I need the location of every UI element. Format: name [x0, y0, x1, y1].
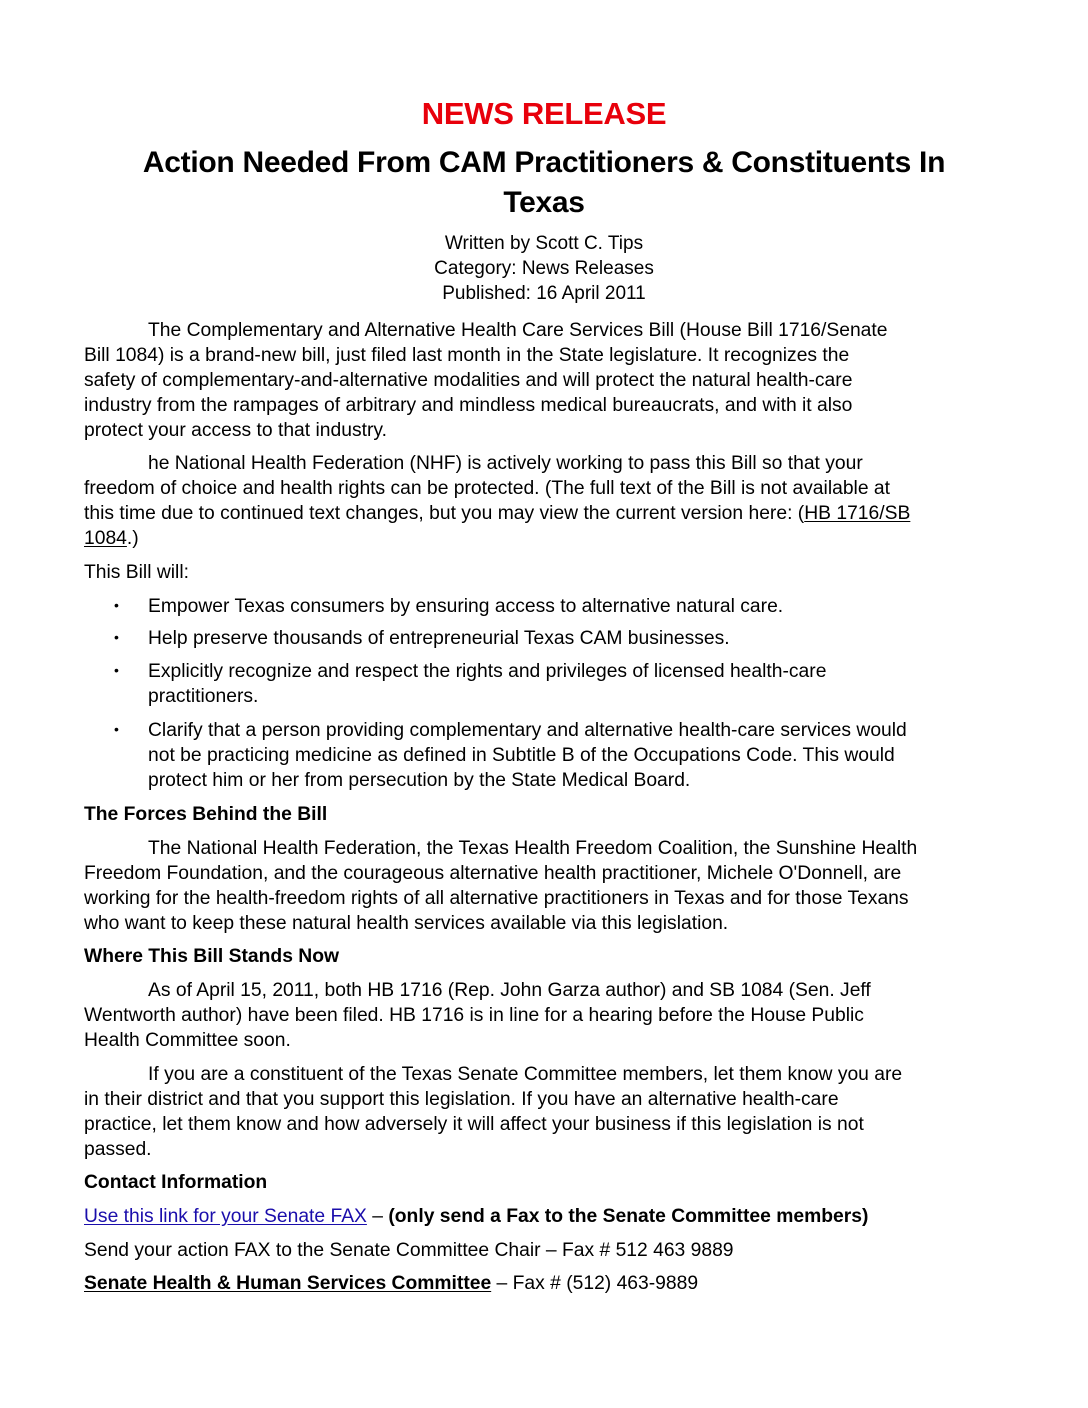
bullet-icon: • [114, 597, 119, 613]
stands-p2-line: If you are a constituent of the Texas Senate Committee members, let them know you are [148, 1064, 903, 1085]
page-title-line-2: Texas [503, 186, 585, 219]
fax-link-line [84, 1207, 868, 1226]
intro-p1-line: The Complementary and Alternative Health Care Services Bill (House Bill 1716/Senate [148, 320, 888, 341]
intro-p1-line: Bill 1084) is a brand-new bill, just filed last month in the State legislature. It recognizes the [84, 345, 850, 366]
stands-p2-line: practice, let them know and how adversely it will affect your business if this legislation is not [84, 1114, 864, 1135]
committee-fax-line [84, 1274, 698, 1293]
stands-p2-line: in their district and that you support this legislation. If you have an alternative health-care [84, 1089, 839, 1110]
intro-p2-line: freedom of choice and health rights can be protected. (The full text of the Bill is not available at [84, 478, 890, 499]
committee-fax-number: – Fax # (512) 463-9889 [491, 1273, 699, 1294]
page-title-line-1: Action Needed From CAM Practitioners & Constituents In [142, 146, 946, 179]
bullet-item-cont: protect him or her from persecution by the State Medical Board. [148, 770, 691, 791]
bullet-icon: • [114, 629, 119, 645]
category-line: Category: News Releases [434, 258, 654, 279]
bullet-item: Empower Texas consumers by ensuring access to alternative natural care. [148, 596, 784, 617]
news-release-label: NEWS RELEASE [421, 96, 667, 131]
bullet-item: Clarify that a person providing complementary and alternative health-care services would [148, 720, 907, 741]
stands-p1-line: Wentworth author) have been filed. HB 1716 is in line for a hearing before the House Public [84, 1005, 864, 1026]
forces-line: The National Health Federation, the Texas Health Freedom Coalition, the Sunshine Health [148, 838, 918, 859]
bullet-item: Explicitly recognize and respect the rights and privileges of licensed health-care [148, 661, 827, 682]
section-heading-forces: The Forces Behind the Bill [84, 804, 328, 825]
bullet-item: Help preserve thousands of entrepreneurial Texas CAM businesses. [148, 628, 730, 649]
forces-line: who want to keep these natural health services available via this legislation. [84, 913, 729, 934]
chair-fax-line: Send your action FAX to the Senate Committee Chair – Fax # 512 463 9889 [84, 1240, 734, 1261]
section-heading-contact: Contact Information [84, 1172, 268, 1193]
intro-p1-line: protect your access to that industry. [84, 420, 387, 441]
intro-p2-tail: .) [126, 528, 139, 549]
bullet-icon: • [114, 721, 119, 737]
intro-p1-line: safety of complementary-and-alternative modalities and will protect the natural health-care [84, 370, 853, 391]
intro-p1-line: industry from the rampages of arbitrary and mindless medical bureaucrats, and with it also [84, 395, 853, 416]
published-date: Published: 16 April 2011 [442, 283, 646, 304]
fax-note: (only send a Fax to the Senate Committee members) [388, 1206, 869, 1227]
intro-p2-line [84, 529, 139, 548]
bullet-item-cont: practitioners. [148, 686, 259, 707]
bullet-icon: • [114, 662, 119, 678]
intro-p2-line: he National Health Federation (NHF) is actively working to pass this Bill so that your [148, 453, 863, 474]
intro-p2-line [84, 504, 910, 523]
section-heading-stands: Where This Bill Stands Now [84, 946, 339, 967]
committee-name-link[interactable]: Senate Health & Human Services Committee [84, 1273, 492, 1294]
senate-fax-link[interactable]: Use this link for your Senate FAX [84, 1206, 367, 1227]
bill-will-lead: This Bill will: [84, 562, 189, 583]
bill-text-link[interactable]: HB 1716/SB [804, 503, 911, 524]
bill-text-link-cont[interactable]: 1084 [84, 528, 127, 549]
intro-p2-text: this time due to continued text changes, but you may view the current version here: ( [84, 503, 805, 524]
stands-p1-line: As of April 15, 2011, both HB 1716 (Rep. John Garza author) and SB 1084 (Sen. Jeff [148, 980, 871, 1001]
stands-p2-line: passed. [84, 1139, 152, 1160]
stands-p1-line: Health Committee soon. [84, 1030, 291, 1051]
forces-line: Freedom Foundation, and the courageous alternative health practitioner, Michele O'Donnell, are [84, 863, 902, 884]
forces-line: working for the health-freedom rights of all alternative practitioners in Texas and for those Texans [84, 888, 909, 909]
bullet-item-cont: not be practicing medicine as defined in Subtitle B of the Occupations Code. This would [148, 745, 895, 766]
separator: – [366, 1206, 389, 1227]
author-line: Written by Scott C. Tips [444, 233, 644, 254]
